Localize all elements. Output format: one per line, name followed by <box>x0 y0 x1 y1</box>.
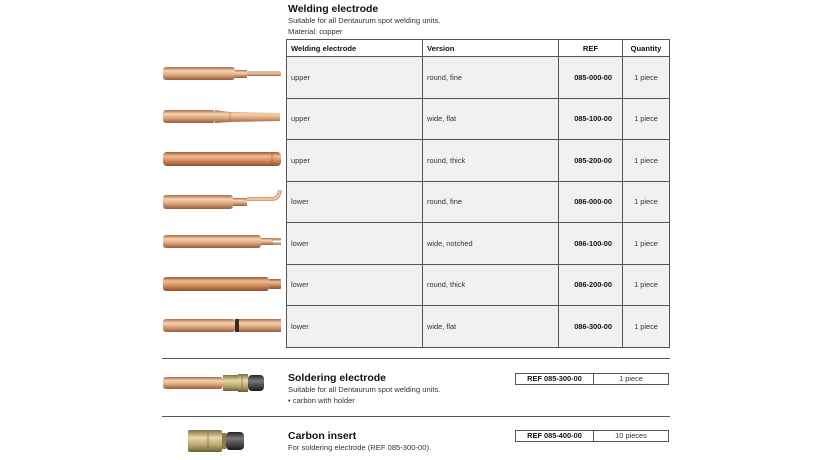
cell-quantity: 1 piece <box>623 181 670 223</box>
soldering-quantity: 1 piece <box>619 374 643 383</box>
soldering-ref-box <box>515 373 669 385</box>
soldering-electrode-title: Soldering electrode <box>288 372 387 384</box>
electrode-notched-icon <box>162 233 284 251</box>
cell-position: lower <box>287 264 423 306</box>
table-header-row <box>287 40 670 57</box>
table-row <box>287 223 670 265</box>
carbon-ref-box <box>515 430 669 442</box>
cell-version: round, thick <box>423 264 559 306</box>
soldering-electrode-icon <box>162 372 284 394</box>
welding-description: Suitable for all Dentaurum spot welding units. <box>288 16 441 25</box>
cell-position: upper <box>287 98 423 140</box>
table-row <box>287 57 670 99</box>
header-ref: REF <box>559 40 623 57</box>
cell-version: wide, flat <box>423 98 559 140</box>
welding-electrode-table <box>286 39 670 348</box>
cell-ref: 085-100-00 <box>559 98 623 140</box>
electrode-bent-tip-icon <box>162 186 284 214</box>
header-welding-electrode: Welding electrode <box>287 40 423 57</box>
carbon-ref: REF 085-400-00 <box>516 431 594 441</box>
cell-ref: 086-200-00 <box>559 264 623 306</box>
table-row <box>287 140 670 182</box>
cell-position: lower <box>287 306 423 348</box>
cell-quantity: 1 piece <box>623 306 670 348</box>
cell-ref: 086-100-00 <box>559 223 623 265</box>
cell-position: upper <box>287 140 423 182</box>
cell-position: lower <box>287 223 423 265</box>
table-row <box>287 306 670 348</box>
table-row <box>287 181 670 223</box>
section-divider <box>162 358 670 359</box>
cell-version: round, fine <box>423 181 559 223</box>
cell-ref: 085-000-00 <box>559 57 623 99</box>
cell-quantity: 1 piece <box>623 140 670 182</box>
soldering-description: Suitable for all Dentaurum spot welding units. <box>288 385 441 394</box>
cell-version: round, fine <box>423 57 559 99</box>
cell-version: round, thick <box>423 140 559 182</box>
cell-position: lower <box>287 181 423 223</box>
cell-quantity: 1 piece <box>623 57 670 99</box>
cell-quantity: 1 piece <box>623 264 670 306</box>
carbon-quantity: 10 pieces <box>615 431 647 440</box>
cell-quantity: 1 piece <box>623 98 670 140</box>
carbon-insert-title: Carbon insert <box>288 430 357 442</box>
carbon-insert-icon <box>186 428 256 454</box>
electrode-wide-flat-lower-icon <box>162 316 284 336</box>
table-row <box>287 98 670 140</box>
cell-ref: 085-200-00 <box>559 140 623 182</box>
soldering-note: • carbon with holder <box>288 396 355 405</box>
header-version: Version <box>423 40 559 57</box>
cell-version: wide, notched <box>423 223 559 265</box>
cell-ref: 086-300-00 <box>559 306 623 348</box>
section-divider <box>162 416 670 417</box>
cell-quantity: 1 piece <box>623 223 670 265</box>
welding-title: Welding electrode <box>288 3 379 15</box>
carbon-insert-description: For soldering electrode (REF 085-300-00). <box>288 443 432 452</box>
electrode-round-thick-lower-icon <box>162 275 284 293</box>
welding-material: Material: copper <box>288 27 343 36</box>
cell-ref: 086-000-00 <box>559 181 623 223</box>
electrode-round-fine-icon <box>162 66 284 82</box>
soldering-ref: REF 085-300-00 <box>516 374 594 384</box>
electrode-wide-flat-icon <box>162 108 284 126</box>
cell-position: upper <box>287 57 423 99</box>
electrode-round-thick-icon <box>162 150 284 168</box>
cell-version: wide, flat <box>423 306 559 348</box>
header-quantity: Quantity <box>623 40 670 57</box>
table-row <box>287 264 670 306</box>
